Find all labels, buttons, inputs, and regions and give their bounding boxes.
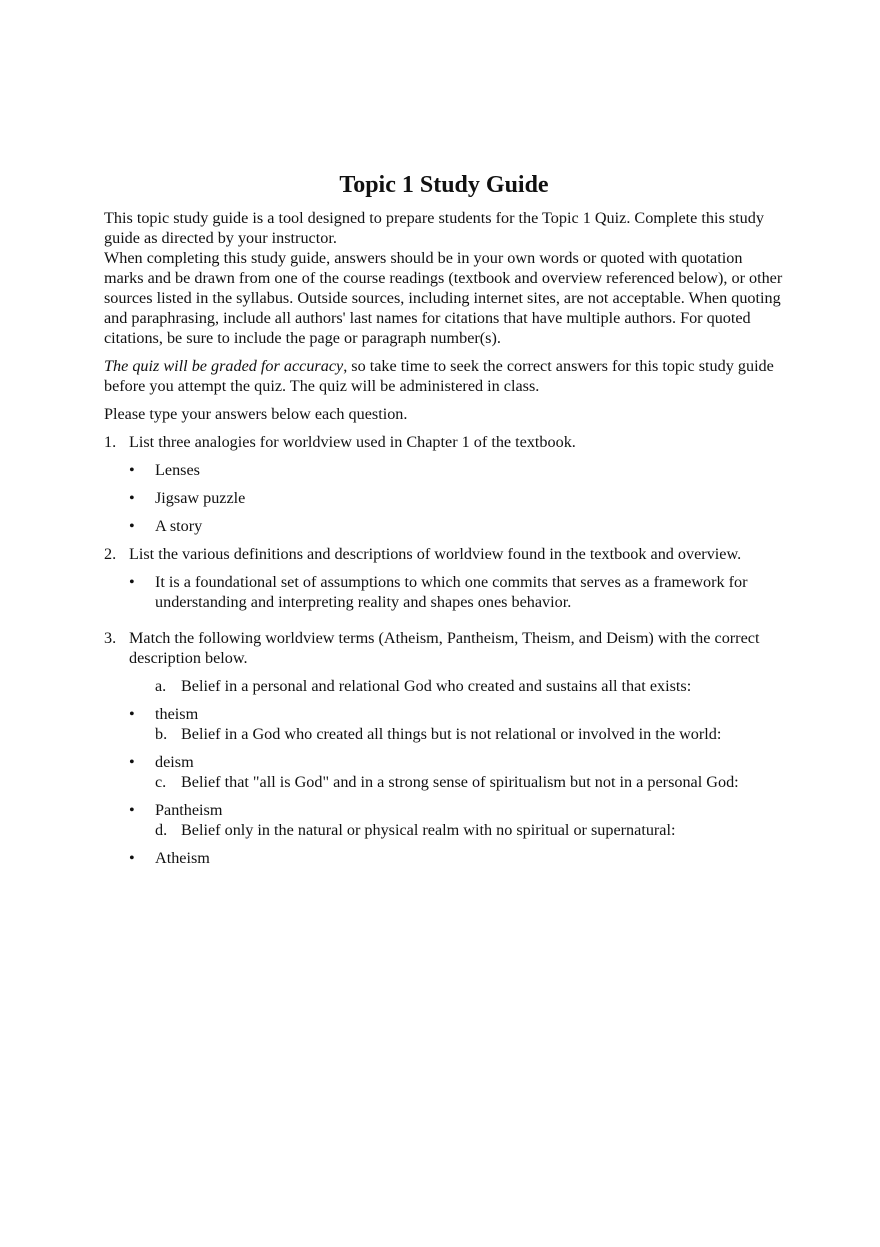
answer-text: Lenses — [155, 461, 200, 479]
bullet-icon: • — [129, 517, 135, 535]
answer-item — [104, 516, 784, 536]
question-2 — [104, 544, 784, 564]
answer-text: Pantheism — [155, 801, 223, 819]
question-number: 1. — [104, 433, 117, 451]
answer-item — [104, 800, 784, 820]
bullet-icon: • — [129, 849, 135, 867]
question-3 — [104, 628, 784, 668]
question-text: Match the following worldview terms (Atheism, Pantheism, Theism, and Deism) with the correct description below. — [129, 629, 760, 667]
answer-item — [104, 704, 784, 724]
item-letter: c. — [155, 773, 167, 791]
description-text: Belief that "all is God" and in a strong sense of spiritualism but not in a personal God: — [181, 773, 739, 791]
answer-text: A story — [155, 517, 203, 535]
bullet-icon: • — [129, 573, 135, 591]
item-letter: d. — [155, 821, 168, 839]
match-description — [104, 724, 784, 744]
question-number: 2. — [104, 545, 117, 563]
bullet-icon: • — [129, 801, 135, 819]
intro-paragraph-4: Please type your answers below each question. — [104, 405, 408, 423]
item-letter: b. — [155, 725, 168, 743]
bullet-icon: • — [129, 461, 135, 479]
answer-text: theism — [155, 705, 199, 723]
question-number: 3. — [104, 629, 117, 647]
intro-paragraph-1: This topic study guide is a tool designed to prepare students for the Topic 1 Quiz. Complete this study guide as directed by your instructor. — [104, 209, 764, 247]
intro-paragraph-3-rest: , so take time to seek the correct answers for this topic study guide before you attempt the quiz. The quiz will be administered in class. — [104, 357, 774, 395]
document-body — [104, 170, 784, 868]
description-text: Belief in a God who created all things but is not relational or involved in the world: — [181, 725, 722, 743]
answer-item — [104, 488, 784, 508]
question-1 — [104, 432, 784, 452]
match-description — [104, 676, 784, 696]
question-text: List the various definitions and descriptions of worldview found in the textbook and overview. — [129, 545, 742, 563]
intro-paragraph-2: When completing this study guide, answers should be in your own words or quoted with quotation marks and be drawn from one of the course readings (textbook and overview referenced below), or other sources listed in the syllabus. Outside sources, including internet sites, are not acceptable. When quoting and paraphrasing, include all authors' last names for citations that have multiple authors. For quoted citations, be sure to include the page or paragraph number(s). — [104, 249, 783, 347]
bullet-icon: • — [129, 753, 135, 771]
match-description — [104, 772, 784, 792]
bullet-icon: • — [129, 705, 135, 723]
answer-item — [104, 460, 784, 480]
answer-item — [104, 752, 784, 772]
description-text: Belief only in the natural or physical realm with no spiritual or supernatural: — [181, 821, 676, 839]
answer-text: deism — [155, 753, 194, 771]
answer-text: It is a foundational set of assumptions to which one commits that serves as a framework for understanding and interpreting reality and shapes ones behavior. — [155, 573, 748, 611]
answer-text: Jigsaw puzzle — [155, 489, 246, 507]
page-title: Topic 1 Study Guide — [339, 172, 549, 198]
answer-item — [104, 572, 784, 612]
description-text: Belief in a personal and relational God who created and sustains all that exists: — [181, 677, 692, 695]
item-letter: a. — [155, 677, 167, 695]
answer-text: Atheism — [155, 849, 210, 867]
answer-item — [104, 848, 784, 868]
question-text: List three analogies for worldview used in Chapter 1 of the textbook. — [129, 433, 576, 451]
intro-paragraph-3 — [104, 356, 784, 396]
match-description — [104, 820, 784, 840]
emphasis-text: The quiz will be graded for accuracy — [104, 357, 344, 375]
bullet-icon: • — [129, 489, 135, 507]
